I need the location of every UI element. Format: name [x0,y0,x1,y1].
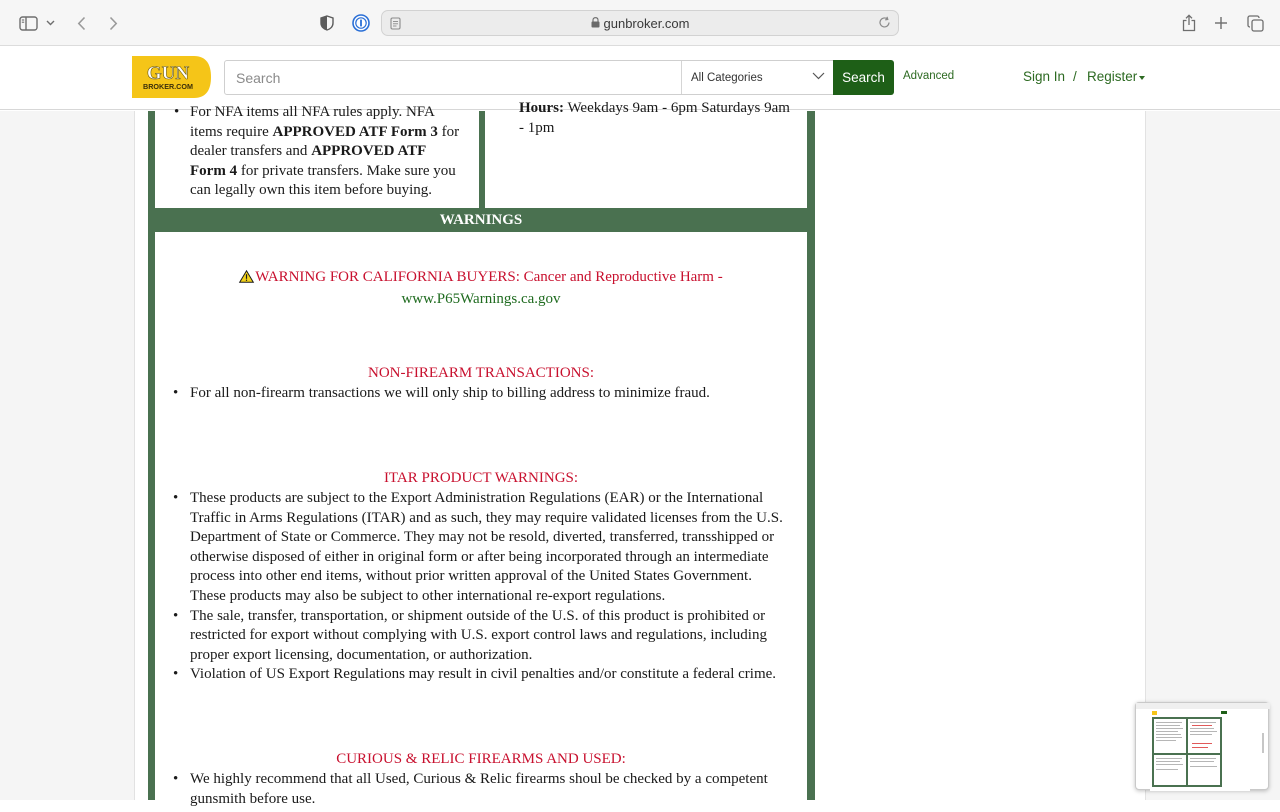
sign-in-link[interactable]: Sign In [1023,69,1066,84]
advanced-search-link[interactable]: Advanced [903,70,955,82]
list-item: • We highly recommend that all Used, Curious & Relic firearms shoul be checked by a competent gunsmith before use. [173,771,768,807]
list-item: • The sale, transfer, transportation, or shipment outside of the U.S. of this product is prohibited or restricted for export without complying with U.S. export control laws and regulations, including proper export licensing, documentation, or authorization. [173,607,767,663]
lock-icon [591,16,600,31]
page-content [0,100,1280,807]
caret-down-icon[interactable] [1139,76,1145,80]
warnings-header: WARNINGS [439,212,523,228]
hours-cell [485,100,807,208]
search-input[interactable] [225,61,681,94]
itar-list [173,489,803,685]
california-warning-text: WARNING FOR CALIFORNIA BUYERS: Cancer and Reproductive Harm - [255,269,723,285]
list-item: • For NFA items all NFA rules apply. NFA items require APPROVED ATF Form 3 for dealer transfers and APPROVED ATF Form 4 for private transfers. Make sure you can legally own this item before buying. [174,104,460,199]
new-tab-plus-icon[interactable] [1211,10,1231,36]
non-firearm-section [155,364,807,384]
privacy-shield-icon[interactable] [317,10,337,36]
california-warning [155,268,807,309]
tab-overview-icon[interactable] [1244,10,1266,36]
non-firearm-list [173,384,803,404]
logo-gun-text: GUN [146,63,190,84]
back-arrow-icon[interactable] [72,10,90,36]
share-icon[interactable] [1179,10,1199,36]
curio-section [155,750,807,770]
screenshot-thumbnail[interactable] [1135,702,1269,790]
list-item: • Violation of US Export Regulations may result in civil penalties and/or constitute a federal crime. [173,666,777,683]
chevron-down-icon [812,71,825,83]
category-select[interactable] [681,61,833,94]
curio-heading: CURIOUS & RELIC FIREARMS AND USED: [336,751,626,767]
itar-section [155,469,807,489]
business-hours: Hours: Weekdays 9am - 6pm Saturdays 9am - 1pm [519,100,790,136]
list-item: • These products are subject to the Export Administration Regulations (EAR) or the International Traffic in Arms Regulations (ITAR) and as such, they may require validated licenses from the U.S. Department of State or Commerce. They may not be resold, diverted, transferred, transshipped or otherwise disposed of either in original form or after being incorporated through an intermediate process into other end items, without prior written approval of the United States Government. These products may also be subject to other international re-export regulations. [173,490,783,604]
address-bar[interactable] [381,10,899,36]
nfa-info-cell [155,104,479,208]
itar-heading: ITAR PRODUCT WARNINGS: [383,470,579,486]
nfa-list [174,103,480,201]
url-text: gunbroker.com [603,16,690,31]
sidebar-toggle-icon[interactable] [16,10,40,36]
search-button[interactable]: Search [833,60,894,95]
password-manager-icon[interactable] [351,10,371,36]
category-select-value: All Categories [691,71,763,84]
p65-warnings-link[interactable]: www.P65Warnings.ca.gov [401,290,561,307]
list-item: • For all non-firearm transactions we will only ship to billing address to minimize fraud. [173,385,710,401]
warnings-cell [155,232,807,812]
reload-icon[interactable] [878,16,891,34]
search-box [224,60,834,95]
register-link[interactable]: Register [1087,69,1138,84]
gunbroker-logo[interactable] [132,54,212,100]
forward-arrow-icon[interactable] [104,10,122,36]
non-firearm-heading: NON-FIREARM TRANSACTIONS: [368,365,594,381]
browser-toolbar [0,0,1280,46]
sidebar-menu-chevron-icon[interactable] [43,10,57,36]
curio-list [173,770,803,809]
header-separator: / [1073,69,1077,84]
warning-triangle-icon [239,270,254,290]
logo-broker-text: BROKER.COM [143,82,193,91]
